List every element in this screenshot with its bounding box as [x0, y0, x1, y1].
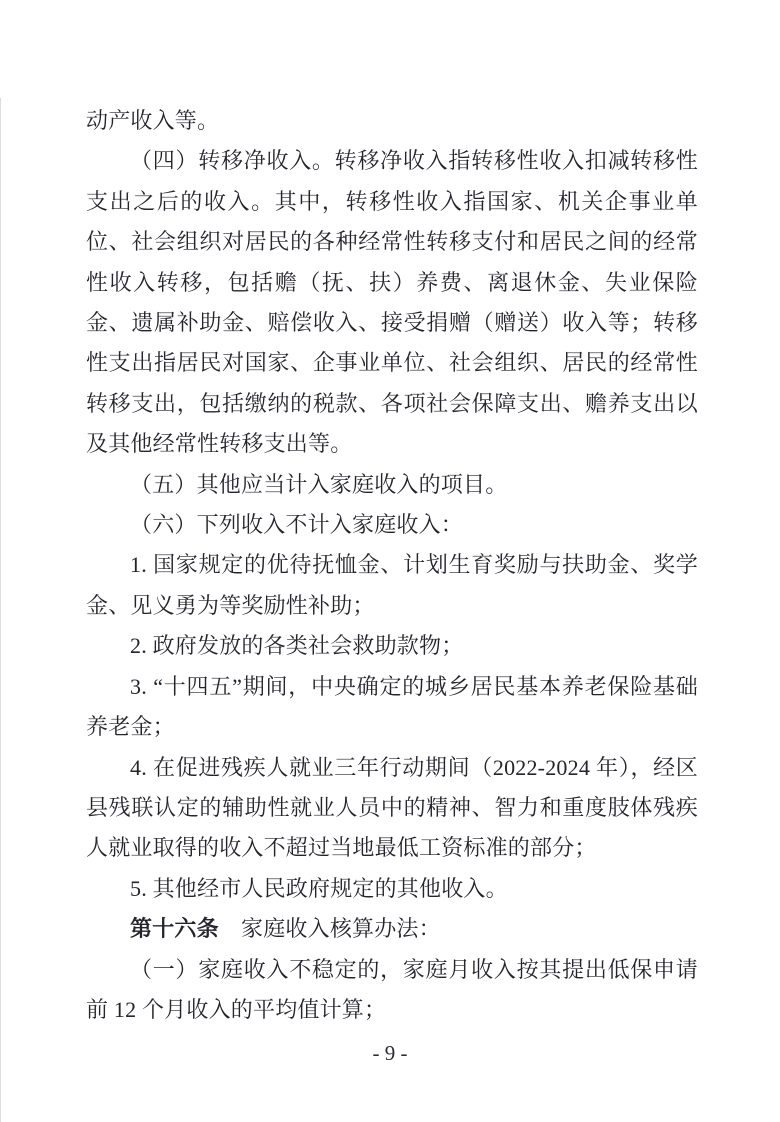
- scan-edge-artifact: [0, 98, 1, 1122]
- paragraph-continuation: 动产收入等。: [86, 108, 220, 133]
- list-item-5: 5. 其他经市人民政府规定的其他收入。: [130, 875, 508, 901]
- paragraph-item-6: （六）下列收入不计入家庭收入：: [130, 512, 464, 538]
- list-item-3: 3. “十四五”期间，中央确定的城乡居民基本养老保险基础养老金；: [86, 673, 698, 740]
- page-footer: [0, 1041, 780, 1066]
- list-item-4: 4. 在促进残疾人就业三年行动期间（2022-2024 年），经区县残联认定的辅助性就业人员中的精神、智力和重度肢体残疾人就业取得的收入不超过当地最低工资标准的部分；: [86, 754, 698, 861]
- paragraph-method-1: （一）家庭收入不稳定的，家庭月收入按其提出低保申请前 12 个月收入的平均值计算；: [86, 956, 698, 1022]
- list-item-2: 2. 政府发放的各类社会救助款物；: [130, 633, 464, 659]
- document-body: [86, 101, 698, 1030]
- list-item-1: 1. 国家规定的优待抚恤金、计划生育奖励与扶助金、奖学金、见义勇为等奖励性补助；: [86, 552, 698, 618]
- page-number: - 9 -: [372, 1041, 408, 1065]
- article-16-heading: [86, 909, 698, 949]
- article-16-number: 第十六条: [130, 916, 219, 942]
- paragraph-item-4: （四）转移净收入。转移净收入指转移性收入扣减转移性支出之后的收入。其中，转移性收入指国家、机关企事业单位、社会组织对居民的各种经常性转移支付和居民之间的经常性收入转移，包括赡（抚、扶）养费、离退休金、失业保险金、遗属补助金、赔偿收入、接受捐赠（赠送）收入等；转移性支出指居民对国家、企事业单位、社会组织、居民的经常性转移支出，包括缴纳的税款、各项社会保障支出、赡养支出以及其他经常性转移支出等。: [86, 148, 698, 457]
- paragraph-item-5: （五）其他应当计入家庭收入的项目。: [130, 471, 508, 497]
- article-16-title: 家庭收入核算办法：: [218, 916, 441, 942]
